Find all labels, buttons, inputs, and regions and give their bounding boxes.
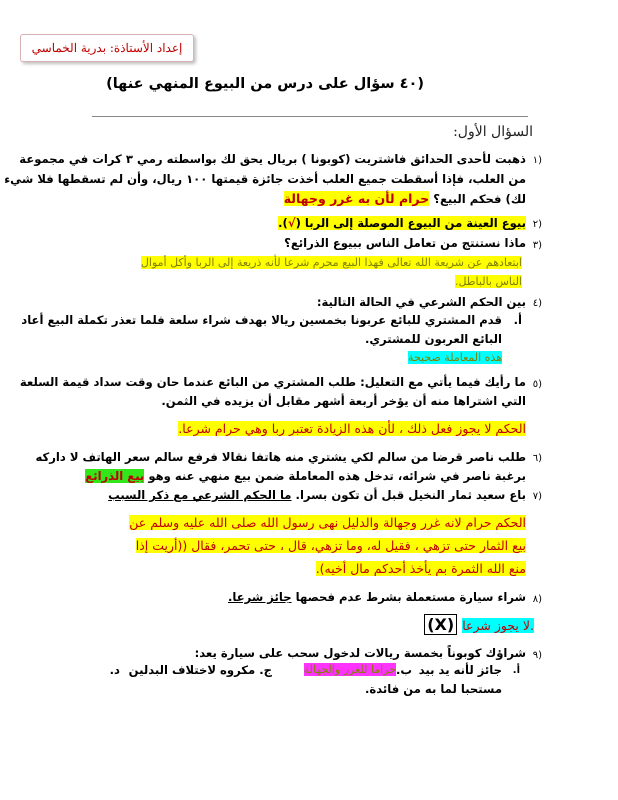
question-9-text: شراؤك كوبوناً بخمسة ريالات لدخول سحب على سيارة يعد:: [194, 646, 526, 660]
author-label: إعداد الأستاذة: بدرية الخماسي: [31, 41, 183, 55]
question-8-statement-tail: جائز شرعا.: [227, 590, 292, 604]
question-3-answer-line-1: ابتعادهم عن شريعة الله تعالى فهذا البيع محرم شرعا لأنه ذريعة إلى الربا وأكل أموال: [140, 256, 522, 269]
question-6-answer: بيع الذرائع: [85, 469, 145, 483]
question-4-sub-a-line-1: قدم المشتري للبائع عربونا بخمسين ريالا بهدف شراء سلعة فلما تعذر تكملة البيع أعاد: [21, 313, 502, 327]
question-6-prompt-end: برغبة ناصر في شرائه، تدخل هذه المعاملة ضمن بيع منهي عنه وهو: [148, 469, 526, 483]
question-3-text: ماذا نستنتج من تعامل الناس ببيوع الذرائع؟: [284, 236, 526, 250]
question-number-9: ٩): [532, 650, 542, 661]
question-number-1: ١): [532, 155, 542, 166]
question-4-answer: هذه المعاملة صحيحة: [408, 351, 502, 364]
question-6-line-2: [85, 469, 526, 483]
title-divider: [92, 116, 528, 117]
option-a: جائز لأنه يد بيد: [418, 663, 502, 677]
question-7-answer-line-1: الحكم حرام لانه غرر وجهالة والدليل نهى رسول الله صلى الله عليه وسلم عن: [129, 515, 526, 530]
question-4-text: بين الحكم الشرعي في الحالة التالية:: [316, 295, 526, 309]
question-7-prompt: ما الحكم الشرعي مع ذكر السبب: [108, 488, 292, 502]
question-7-statement: باع سعيد ثمار النخيل قبل أن تكون بسرا.: [295, 488, 526, 502]
question-number-3: ٣): [532, 240, 542, 251]
section-heading: السؤال الأول:: [453, 124, 533, 140]
question-4-sub-a-label: أ.: [513, 313, 522, 327]
question-5-line-2: التي اشتراها منه أن يؤخر أربعة أشهر مقابل أن يزيده في الثمن.: [161, 394, 526, 408]
question-1-line-3: [284, 191, 526, 206]
option-b: حراما للغرر والجهالة: [303, 663, 396, 676]
option-c: ج. مكروه لاختلاف البدلين: [128, 663, 272, 677]
question-7-line-1: [108, 488, 526, 502]
question-8-answer: لا يجوز شرعا.: [462, 618, 534, 633]
option-b-label: ب.: [395, 663, 412, 677]
question-1-line-2: من العلب، فإذا أسقطت جميع العلب أخذت جائزة قيمتها ١٠٠ ريال، وأن لم تسقطها فلا شيء: [4, 172, 526, 186]
question-1-prompt-end: لك) فحكم البيع؟: [433, 192, 526, 206]
question-5-line-1: ما رأيك فيما يأتي مع التعليل: طلب المشتري من البائع عندما حان وقت سداد قيمة السلعة: [19, 375, 526, 389]
question-5-answer: الحكم لا يجوز فعل ذلك ، لأن هذه الزيادة تعتبر ربا وهي حرام شرعا.: [178, 421, 526, 436]
question-6-line-1: طلب ناصر قرضا من سالم لكي يشتري منه هاتفا نقالا فرفع سالم سعر الهاتف لا داركه: [35, 450, 526, 464]
worksheet-title: (٤٠ سؤال على درس من البيوع المنهي عنها): [106, 76, 424, 92]
question-8-correction: [424, 615, 534, 634]
question-number-4: ٤): [532, 298, 542, 309]
check-mark-icon: √: [287, 216, 296, 230]
question-number-8: ٨): [532, 594, 542, 605]
question-4-sub-a-line-2: البائع العربون للمشتري.: [365, 332, 502, 346]
wrong-mark-icon: (X): [424, 614, 457, 635]
question-8-line: [228, 590, 526, 604]
question-number-7: ٧): [532, 491, 542, 502]
question-1-line-1: ذهبت لأحدى الحدائق فاشتريت (كوبونا ) بريال يحق لك بواسطته رمي ٣ كرات في مجموعة: [19, 152, 526, 166]
question-2-close: ).: [278, 216, 288, 230]
question-2: [278, 216, 526, 230]
question-number-5: ٥): [532, 379, 542, 390]
question-8-text: شراء سيارة مستعملة بشرط عدم فحصها: [295, 590, 526, 604]
question-number-2: ٢): [532, 219, 542, 230]
question-7-answer-line-2: بيع الثمار حتى تزهي ، فقيل له، وما تزهي، قال ، حتى تحمر، فقال ((أريت إذا: [135, 538, 526, 553]
question-7-answer-line-3: منع الله الثمرة بم يأخذ أحدكم مال أخيه).: [315, 561, 526, 576]
question-number-6: ٦): [532, 453, 542, 464]
option-d: مستحبا لما به من فائدة.: [364, 682, 502, 696]
author-label-box: [20, 34, 194, 62]
option-d-label: د.: [109, 663, 120, 677]
question-2-text: بيوع العينة من البيوع الموصلة إلى الربا (: [295, 216, 526, 230]
option-a-label: أ.: [512, 665, 520, 676]
question-3-answer-line-2: الناس بالباطل.: [454, 275, 522, 288]
question-1-answer: حرام لأن به غرر وجهالة: [283, 191, 430, 206]
